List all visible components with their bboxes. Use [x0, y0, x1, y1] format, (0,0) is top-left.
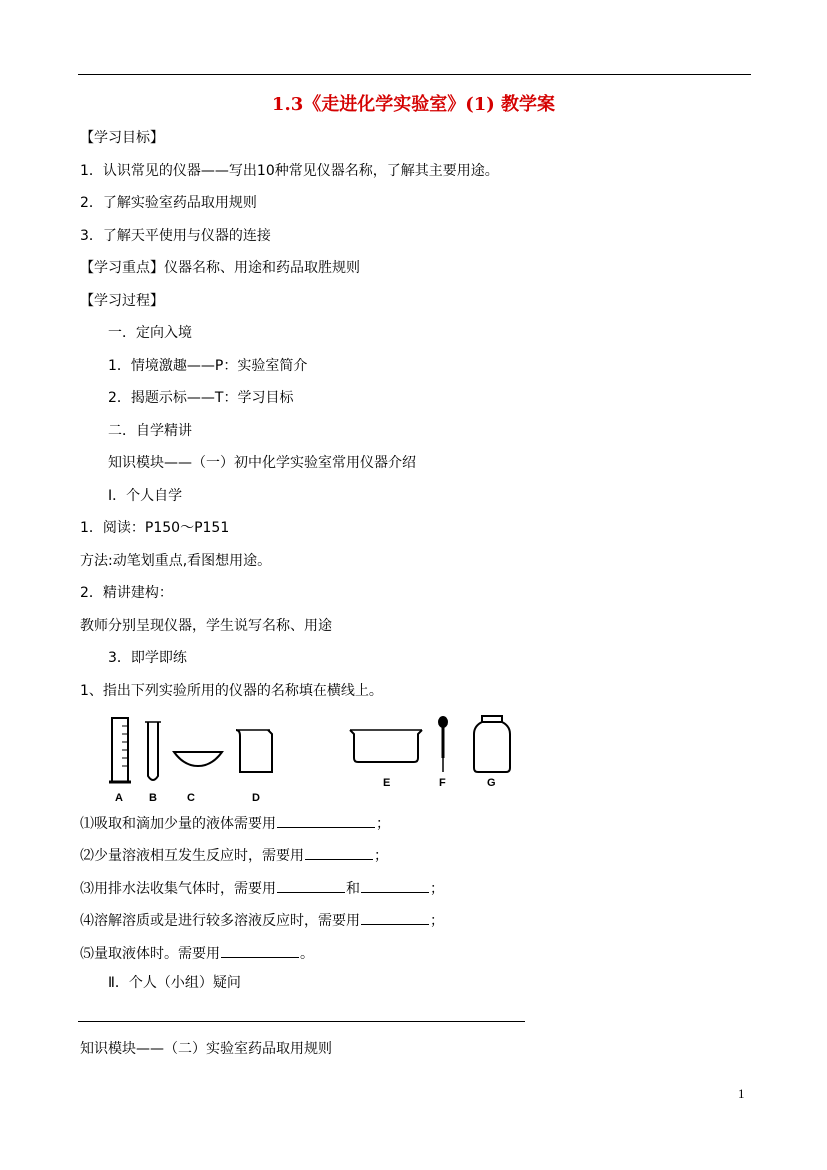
- question-1-end: ；: [376, 816, 390, 832]
- module-1-heading: 知识模块——（一）初中化学实验室常用仪器介绍: [108, 455, 416, 471]
- answer-blank-5[interactable]: [221, 943, 299, 958]
- question-3-end: ；: [430, 881, 444, 897]
- question-1: [80, 813, 390, 834]
- teacher-instruction: 教师分别呈现仪器，学生说写名称、用途: [80, 618, 332, 634]
- question-5-end: 。: [300, 946, 314, 962]
- section-heading-process: 【学习过程】: [80, 293, 164, 309]
- answer-blank-3a[interactable]: [277, 878, 345, 893]
- question-answer-line[interactable]: [78, 1021, 525, 1022]
- page-number: 1: [738, 1086, 745, 1101]
- goal-2: 2．了解实验室药品取用规则: [80, 195, 257, 211]
- dropper-icon: [439, 717, 447, 772]
- answer-blank-3b[interactable]: [361, 878, 429, 893]
- question-2-end: ；: [374, 848, 388, 864]
- page-title: 1.3《走进化学实验室》(1) 教学案: [271, 94, 556, 115]
- figure-label-d: D: [252, 792, 260, 804]
- figure-label-g: G: [487, 777, 496, 789]
- water-trough-icon: [350, 730, 422, 762]
- figure-label-f: F: [439, 777, 446, 789]
- section-heading-goals: 【学习目标】: [80, 130, 164, 146]
- practice-heading: 3．即学即练: [108, 650, 187, 666]
- goal-3: 3．了解天平使用与仪器的连接: [80, 228, 271, 244]
- question-3-mid: 和: [346, 881, 360, 897]
- figure-label-c: C: [187, 792, 195, 804]
- figure-label-a: A: [115, 792, 123, 804]
- test-tube-icon: [145, 722, 161, 780]
- personal-study-heading: Ⅰ．个人自学: [108, 488, 183, 504]
- question-4-end: ；: [430, 913, 444, 929]
- question-2-text: ⑵少量溶液相互发生反应时，需要用: [80, 848, 304, 864]
- gas-bottle-icon: [474, 716, 510, 772]
- goal-1: 1．认识常见的仪器——写出10种常见仪器名称，了解其主要用途。: [80, 163, 499, 179]
- question-1-text: ⑴吸取和滴加少量的液体需要用: [80, 816, 276, 832]
- figure-label-b: B: [149, 792, 157, 804]
- graduated-cylinder-icon: [109, 718, 131, 782]
- question-4-text: ⑷溶解溶质或是进行较多溶液反应时，需要用: [80, 913, 360, 929]
- module-2-heading: 知识模块——（二）实验室药品取用规则: [80, 1041, 332, 1057]
- evaporating-dish-icon: [174, 752, 222, 766]
- question-3: [80, 878, 444, 899]
- step-orientation: 一．定向入境: [108, 325, 192, 341]
- reading-assignment: 1．阅读：P150～P151: [80, 520, 230, 536]
- answer-blank-4[interactable]: [361, 910, 429, 925]
- question-5-text: ⑸量取液体时。需要用: [80, 946, 220, 962]
- question-4: [80, 910, 444, 931]
- exercise-prompt: 1、指出下列实验所用的仪器的名称填在横线上。: [80, 683, 383, 699]
- figure-label-e: E: [383, 777, 391, 789]
- answer-blank-1[interactable]: [277, 813, 375, 828]
- step-goal-reveal: 2．揭题示标——T：学习目标: [108, 390, 294, 406]
- method-note: 方法:动笔划重点,看图想用途。: [80, 553, 272, 569]
- explanation-heading: 2．精讲建构：: [80, 585, 173, 601]
- group-questions-heading: Ⅱ．个人（小组）疑问: [108, 975, 241, 991]
- step-situation: 1．情境激趣——P：实验室简介: [108, 358, 308, 374]
- question-5: [80, 943, 314, 964]
- step-self-study: 二．自学精讲: [108, 423, 192, 439]
- question-3-text: ⑶用排水法收集气体时，需要用: [80, 881, 276, 897]
- beaker-icon: [236, 730, 272, 772]
- answer-blank-2[interactable]: [305, 845, 373, 860]
- key-points: 【学习重点】仪器名称、用途和药品取胜规则: [80, 260, 360, 276]
- question-2: [80, 845, 388, 866]
